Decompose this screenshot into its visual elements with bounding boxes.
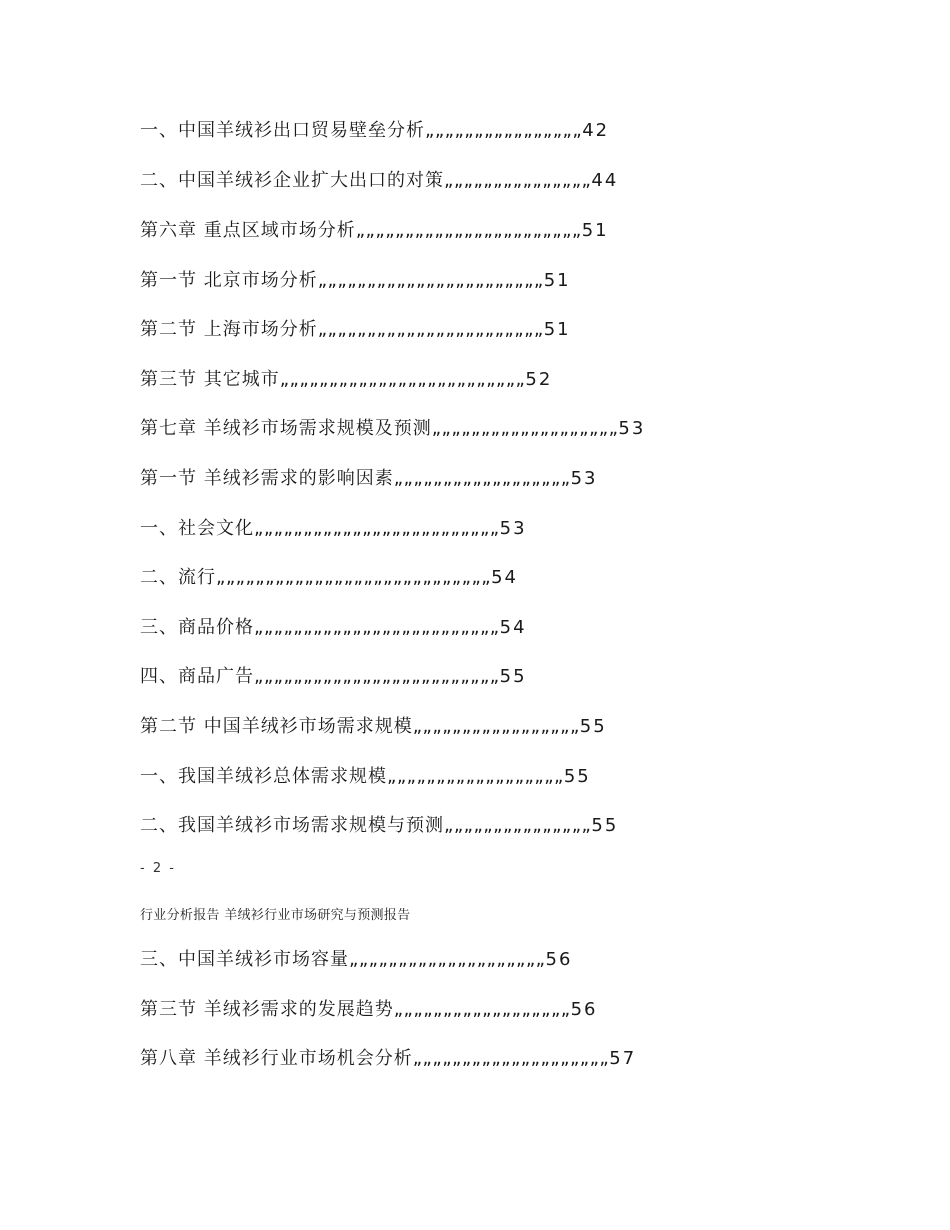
page-number: - 2 -: [140, 861, 176, 876]
toc-entry: [140, 566, 518, 590]
running-header: 行业分析报告 羊绒衫行业市场研究与预测报告: [140, 908, 411, 923]
toc-entry-title: 第二节 中国羊绒衫市场需求规模: [140, 716, 413, 737]
toc-leader-dots: „„„„„„„„„„„„„„„„„„„„„„„: [355, 220, 582, 241]
toc-entry: [140, 616, 527, 640]
toc-entry: [140, 814, 618, 838]
toc-leader-dots: „„„„„„„„„„„„„„„„„„„: [431, 418, 619, 439]
toc-entry: [140, 765, 591, 789]
toc-entry: [140, 219, 609, 243]
toc-page-number: 56: [570, 999, 598, 1020]
toc-leader-dots: „„„„„„„„„„„„„„„„„: [412, 716, 580, 737]
toc-leader-dots: „„„„„„„„„„„„„„„„„„: [393, 999, 571, 1020]
toc-page-number: 51: [581, 220, 609, 241]
toc-entry: [140, 318, 571, 342]
toc-entry: [140, 368, 552, 392]
toc-entry: [140, 1047, 636, 1071]
toc-entry-title: 二、我国羊绒衫市场需求规模与预测: [140, 815, 444, 836]
toc-entry: [140, 417, 645, 441]
toc-entry-title: 第一节 羊绒衫需求的影响因素: [140, 468, 394, 489]
toc-leader-dots: „„„„„„„„„„„„„„„„„„„„: [412, 1048, 610, 1069]
toc-entry-title: 第八章 羊绒衫行业市场机会分析: [140, 1048, 413, 1069]
toc-entry: [140, 715, 607, 739]
toc-page-number: 53: [618, 418, 646, 439]
toc-page-number: 42: [582, 120, 610, 141]
toc-page-number: 52: [525, 369, 553, 390]
toc-page-number: 55: [579, 716, 607, 737]
toc-entry-title: 一、我国羊绒衫总体需求规模: [140, 766, 387, 787]
toc-leader-dots: „„„„„„„„„„„„„„„: [444, 815, 592, 836]
toc-entry-title: 一、社会文化: [140, 518, 254, 539]
toc-leader-dots: „„„„„„„„„„„„„„„„„„„„„„„„„: [254, 518, 500, 539]
toc-entry-title: 二、中国羊绒衫企业扩大出口的对策: [140, 170, 444, 191]
toc-entry-title: 四、商品广告: [140, 666, 254, 687]
toc-page-number: 55: [499, 666, 527, 687]
toc-leader-dots: „„„„„„„„„„„„„„„„„„„„„„„: [317, 270, 544, 291]
toc-entry: [140, 119, 609, 143]
toc-entry-title: 一、中国羊绒衫出口贸易壁垒分析: [140, 120, 425, 141]
toc-entry: [140, 998, 598, 1022]
toc-page-number: 54: [491, 567, 519, 588]
toc-leader-dots: „„„„„„„„„„„„„„„„„„„„„„„„„: [254, 617, 500, 638]
toc-entry: [140, 169, 618, 193]
toc-entry: [140, 948, 572, 972]
toc-leader-dots: „„„„„„„„„„„„„„„„„„„„„„„: [317, 319, 544, 340]
toc-entry: [140, 517, 527, 541]
toc-entry-title: 第七章 羊绒衫市场需求规模及预测: [140, 418, 432, 439]
toc-page-number: 55: [563, 766, 591, 787]
toc-page-number: 54: [499, 617, 527, 638]
toc-entry-title: 第三节 其它城市: [140, 369, 280, 390]
toc-page-number: 44: [591, 170, 619, 191]
toc-entry: [140, 269, 571, 293]
toc-entry-title: 第一节 北京市场分析: [140, 270, 318, 291]
toc-leader-dots: „„„„„„„„„„„„„„„„: [425, 120, 583, 141]
toc-page-number: 55: [591, 815, 619, 836]
toc-entry-title: 二、流行: [140, 567, 216, 588]
toc-leader-dots: „„„„„„„„„„„„„„„„„„„„„„„„„: [254, 666, 500, 687]
toc-entry-title: 第二节 上海市场分析: [140, 319, 318, 340]
toc-page-number: 51: [543, 319, 571, 340]
toc-leader-dots: „„„„„„„„„„„„„„„„„„„„„„„„„: [279, 369, 526, 390]
toc-entry-title: 第三节 羊绒衫需求的发展趋势: [140, 999, 394, 1020]
toc-entry-title: 三、商品价格: [140, 617, 254, 638]
toc-page-number: 56: [545, 949, 573, 970]
toc-page-number: 53: [570, 468, 598, 489]
toc-leader-dots: „„„„„„„„„„„„„„„„„„: [393, 468, 571, 489]
toc-page-number: 51: [543, 270, 571, 291]
toc-entry-title: 三、中国羊绒衫市场容量: [140, 949, 349, 970]
toc-leader-dots: „„„„„„„„„„„„„„„„„„„„„„„„„„„„: [216, 567, 492, 588]
toc-entry: [140, 467, 598, 491]
toc-page-number: 53: [499, 518, 527, 539]
toc-page-number: 57: [609, 1048, 637, 1069]
toc-entry: [140, 665, 527, 689]
toc-leader-dots: „„„„„„„„„„„„„„„„„„: [387, 766, 564, 787]
toc-leader-dots: „„„„„„„„„„„„„„„„„„„„: [349, 949, 546, 970]
toc-leader-dots: „„„„„„„„„„„„„„„: [444, 170, 592, 191]
toc-entry-title: 第六章 重点区域市场分析: [140, 220, 356, 241]
